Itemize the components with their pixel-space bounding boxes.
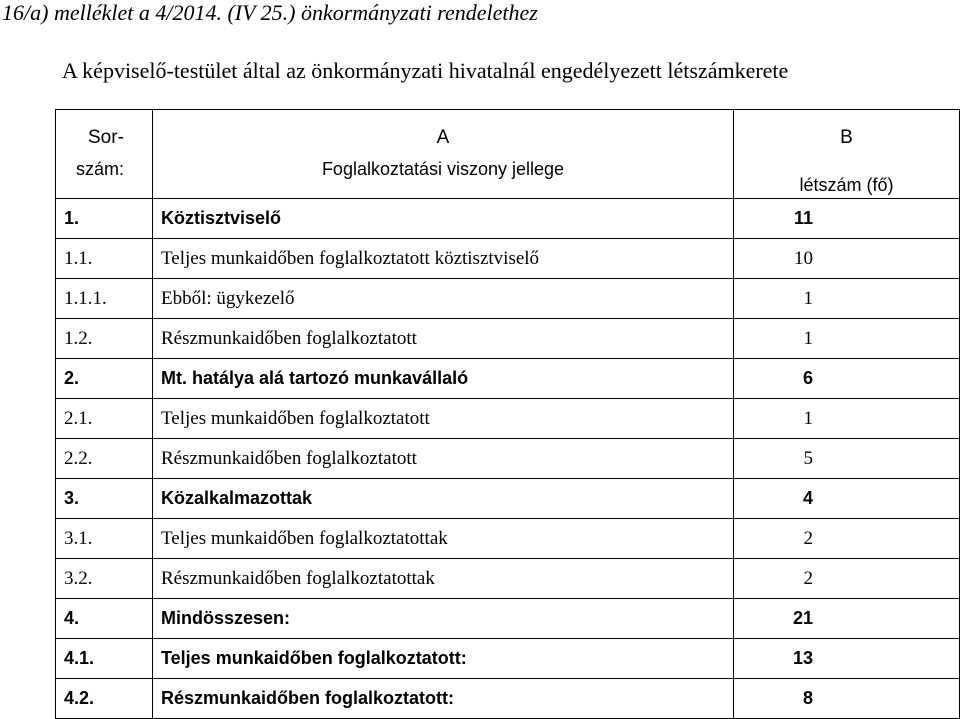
row-label: Részmunkaidőben foglalkoztatott <box>153 439 734 479</box>
row-label: Köztisztviselő <box>153 199 734 239</box>
row-number: 3.2. <box>56 559 153 599</box>
table-row <box>56 359 960 399</box>
row-number: 3.1. <box>56 519 153 559</box>
document-title: A képviselő-testület által az önkormányzati hivatalnál engedélyezett létszámkerete <box>62 58 789 83</box>
row-label: Részmunkaidőben foglalkoztatott <box>153 319 734 359</box>
row-value: 1 <box>734 279 960 319</box>
row-label: Teljes munkaidőben foglalkoztatott: <box>153 639 734 679</box>
row-label: Közalkalmazottak <box>153 479 734 519</box>
row-value: 21 <box>734 599 960 639</box>
row-number: 3. <box>56 479 153 519</box>
table-row <box>56 319 960 359</box>
row-value: 1 <box>734 399 960 439</box>
row-number: 4.1. <box>56 639 153 679</box>
table-row <box>56 599 960 639</box>
row-value: 13 <box>734 639 960 679</box>
row-number: 1.1.1. <box>56 279 153 319</box>
table-row <box>56 439 960 479</box>
row-number: 2.2. <box>56 439 153 479</box>
row-number: 1. <box>56 199 153 239</box>
row-number: 1.2. <box>56 319 153 359</box>
annex-reference: 16/a) melléklet a 4/2014. (IV 25.) önkormányzati rendelethez <box>2 0 538 25</box>
row-value: 2 <box>734 559 960 599</box>
row-value: 11 <box>734 199 960 239</box>
header-serial-line1: Sor- <box>56 110 153 154</box>
row-label: Teljes munkaidőben foglalkoztatott köztisztviselő <box>153 239 734 279</box>
row-value: 4 <box>734 479 960 519</box>
row-label: Mindösszesen: <box>153 599 734 639</box>
row-number: 2.1. <box>56 399 153 439</box>
table-row <box>56 279 960 319</box>
row-label: Teljes munkaidőben foglalkoztatott <box>153 399 734 439</box>
header-serial-line2: szám: <box>56 153 153 199</box>
row-value: 2 <box>734 519 960 559</box>
row-value: 6 <box>734 359 960 399</box>
row-number: 4. <box>56 599 153 639</box>
row-label: Ebből: ügykezelő <box>153 279 734 319</box>
table-row <box>56 519 960 559</box>
row-number: 2. <box>56 359 153 399</box>
header-column-a-letter: A <box>153 110 734 154</box>
headcount-table <box>55 109 960 719</box>
table-row <box>56 199 960 239</box>
header-employment-type: Foglalkoztatási viszony jellege <box>153 153 734 199</box>
table-row <box>56 479 960 519</box>
table-header-row <box>56 110 960 154</box>
table-header-row <box>56 153 960 199</box>
row-value: 8 <box>734 679 960 719</box>
table-row <box>56 639 960 679</box>
row-label: Mt. hatálya alá tartozó munkavállaló <box>153 359 734 399</box>
row-number: 4.2. <box>56 679 153 719</box>
table-row <box>56 239 960 279</box>
table-row <box>56 559 960 599</box>
row-value: 1 <box>734 319 960 359</box>
table-row <box>56 679 960 719</box>
row-label: Részmunkaidőben foglalkoztatott: <box>153 679 734 719</box>
row-label: Teljes munkaidőben foglalkoztatottak <box>153 519 734 559</box>
header-column-b-letter: B <box>734 110 960 154</box>
row-value: 5 <box>734 439 960 479</box>
row-number: 1.1. <box>56 239 153 279</box>
row-label: Részmunkaidőben foglalkoztatottak <box>153 559 734 599</box>
row-value: 10 <box>734 239 960 279</box>
header-headcount: létszám (fő) <box>734 153 960 199</box>
table-row <box>56 399 960 439</box>
